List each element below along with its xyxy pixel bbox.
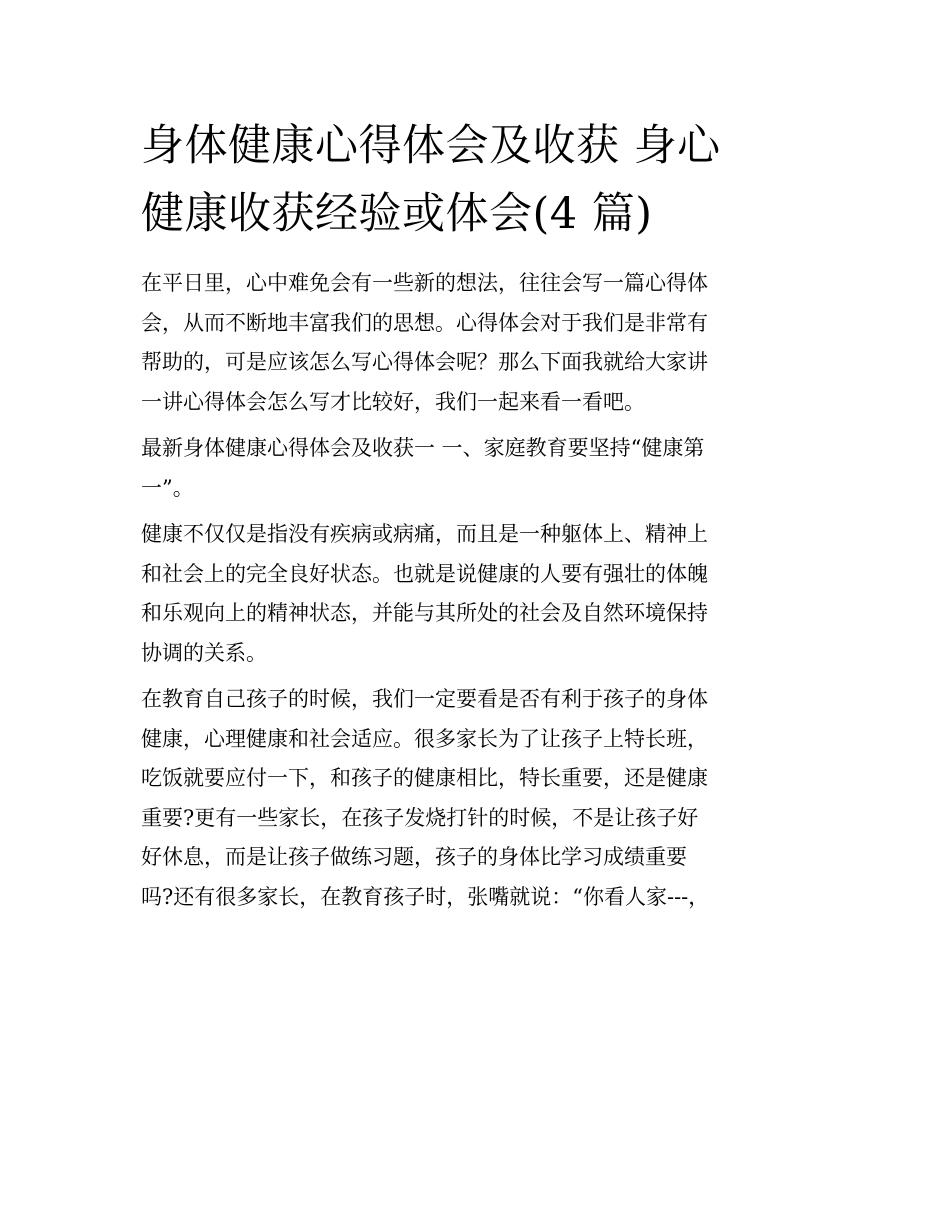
document-body	[141, 264, 821, 917]
paragraph-section-heading	[141, 429, 821, 508]
title-line: 健康收获经验或体会(4 篇)	[141, 189, 653, 239]
document-title	[141, 112, 821, 248]
text-line: 一”。	[141, 475, 194, 500]
text-line: 帮助的，可是应该怎么写心得体会呢？那么下面我就给大家讲	[141, 350, 708, 374]
title-line: 身体健康心得体会及收获 身心	[141, 121, 721, 171]
paragraph-intro	[141, 264, 821, 422]
text-line: 和社会上的完全良好状态。也就是说健康的人要有强壮的体魄	[141, 561, 708, 586]
text-line: 健康，心理健康和社会适应。很多家长为了让孩子上特长班，	[141, 726, 708, 751]
document-content	[141, 112, 821, 924]
text-line: 吃饭就要应付一下，和孩子的健康相比，特长重要，还是健康	[141, 766, 708, 790]
text-line: 和乐观向上的精神状态，并能与其所处的社会及自然环境保持	[141, 601, 708, 625]
text-line: 好休息，而是让孩子做练习题，孩子的身体比学习成绩重要	[141, 845, 687, 869]
text-line: 在平日里，心中难免会有一些新的想法，往往会写一篇心得体	[141, 271, 708, 295]
text-line: 重要?更有一些家长，在孩子发烧打针的时候，不是让孩子好	[141, 805, 699, 830]
text-line: 最新身体健康心得体会及收获一 一、家庭教育要坚持“健康第	[141, 436, 705, 460]
text-line: 会，从而不断地丰富我们的思想。心得体会对于我们是非常有	[141, 310, 708, 335]
text-line: 协调的关系。	[141, 640, 267, 665]
paragraph-health-definition	[141, 515, 821, 673]
text-line: 在教育自己孩子的时候，我们一定要看是否有利于孩子的身体	[141, 687, 708, 711]
paragraph-parenting	[141, 680, 821, 917]
text-line: 健康不仅仅是指没有疾病或病痛，而且是一种躯体上、精神上	[141, 522, 708, 546]
text-line: 一讲心得体会怎么写才比较好，我们一起来看一看吧。	[141, 389, 645, 414]
text-line: 吗?还有很多家长，在教育孩子时，张嘴就说：“你看人家---，	[141, 884, 710, 909]
